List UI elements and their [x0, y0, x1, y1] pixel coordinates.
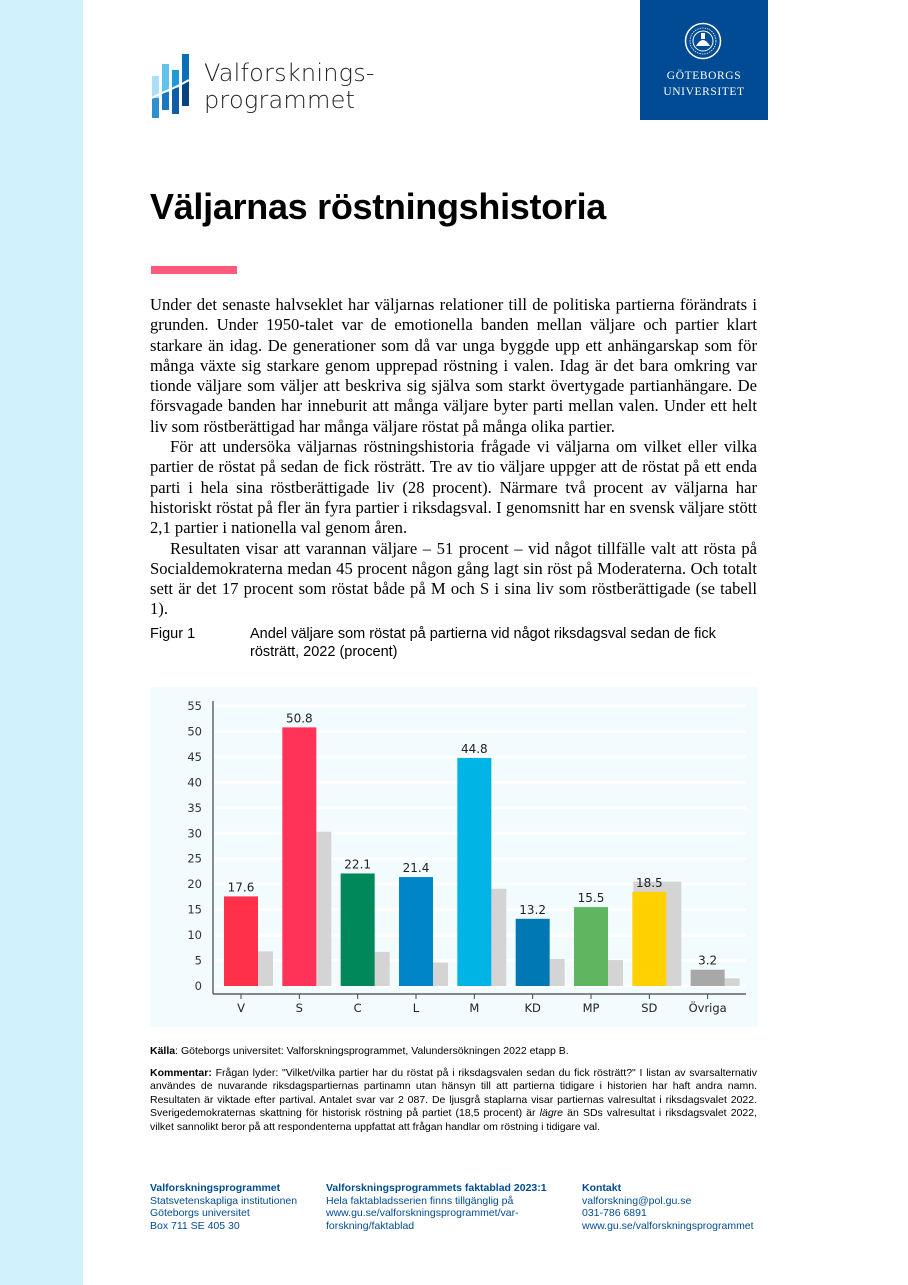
paragraph: För att undersöka väljarnas röstningshistoria frågade vi väljarna om vilket eller vilka partier de röstat på sedan de fick rösträtt. Tre av tio väljare uppger att de röstat på ett enda parti i hela sina röstberättigade liv (28 procent). Närmare två procent av väljarna har historiskt röstat på fler än fyra partier i riksdagsval. I genomsnitt har en svensk väljare stött 2,1 partier i nationella val genom åren. [150, 437, 757, 538]
data-label: 3.2 [698, 953, 718, 968]
y-tick-label: 20 [187, 877, 202, 892]
footer-column-factsheet [326, 1182, 547, 1232]
bar [632, 892, 666, 986]
x-tick-label: S [295, 1001, 303, 1015]
reference-bar [433, 963, 448, 986]
x-tick-label: M [469, 1001, 480, 1015]
data-label: 18.5 [635, 875, 663, 890]
bar [574, 907, 608, 986]
bar-chart [150, 687, 758, 1027]
comment-text-1: Frågan lyder: "Vilket/vilka partier har du röstat på i riksdagsvalen sedan du fick rösträtt?" I listan av svarsalternativ användes de nuvarande riksdagspartiernas partinamn utan hänsyn till att partierna tidigare i historien har haft andra namn. Resultaten är viktade efter partival. Antalet svar var 2 087. De ljusgrå staplarna visar partiernas valresultat i riksdagsvalet 2022. Sverigedemokraternas skattning för historisk röstning på partiet (18,5 procent) är [150, 1067, 757, 1120]
bar [399, 877, 433, 986]
footer-line: Hela faktabladsserien finns tillgänglig på [326, 1194, 514, 1207]
figure-number: Figur 1 [150, 626, 196, 642]
university-name-line-1: GÖTEBORGS [666, 70, 742, 82]
bar [282, 727, 316, 986]
y-tick-label: 50 [187, 724, 202, 739]
footer-link[interactable]: www.gu.se/valforskningsprogrammet/var- [326, 1207, 519, 1219]
y-tick-label: 5 [194, 953, 202, 968]
side-stripe [0, 0, 83, 1285]
x-tick-label: V [237, 1001, 245, 1015]
paragraph: Under det senaste halvseklet har väljarnas relationer till de politiska partierna förändrats i grunden. Under 1950-talet var de emotionella banden mellan väljare och partier klart starkare än idag. De generationer som då var unga byggde upp ett anhängarskap som för många växte sig starkare genom upprepad röstning i valen. Idag är det bara omkring var tionde väljare som väljer att beskriva sig själva som starkt övertygade partianhängare. De försvagade banden har inneburit att många väljare byter parti mellan valen. Under ett helt liv som röstberättigad har många väljare röstat på många olika partier. [150, 295, 757, 436]
reference-bar [608, 960, 623, 986]
paragraph: Resultaten visar att varannan väljare – 51 procent – vid något tillfälle valt att rösta på Socialdemokraterna medan 45 procent någon gång lagt sin röst på Moderaterna. Och totalt sett är det 17 procent som röstat både på M och S i sina liv som röstberättigade (se tabell 1). [150, 538, 757, 619]
y-tick-label: 45 [187, 749, 202, 764]
data-label: 21.4 [402, 861, 430, 876]
y-tick-label: 30 [187, 826, 202, 841]
x-tick-label: Övriga [688, 1001, 727, 1015]
footer-heading: Valforskningsprogrammet [150, 1182, 281, 1194]
data-label: 50.8 [285, 711, 313, 726]
source-text: : Göteborgs universitet: Valforskningsprogrammet, Valundersökningen 2022 etapp B. [175, 1045, 569, 1057]
y-tick-label: 25 [187, 851, 202, 866]
y-tick-label: 35 [187, 800, 202, 815]
bar [457, 758, 491, 986]
bar [691, 970, 725, 986]
reference-bar [725, 978, 740, 986]
data-label: 44.8 [460, 741, 488, 756]
reference-bar [491, 889, 506, 986]
footer-line: Göteborgs universitet [150, 1207, 250, 1219]
body-text [150, 295, 757, 620]
comment-label: Kommentar: [150, 1067, 212, 1079]
y-tick-label: 15 [187, 902, 202, 917]
footer-column-contact [582, 1182, 754, 1232]
y-tick-label: 55 [187, 699, 202, 713]
footer-link[interactable]: forskning/faktablad [326, 1219, 415, 1232]
y-tick-label: 40 [187, 775, 202, 790]
x-tick-label: KD [524, 1001, 541, 1015]
comment-emphasis: lägre [539, 1107, 564, 1120]
data-label: 15.5 [577, 891, 605, 906]
bar [341, 873, 375, 986]
footer-line: Box 711 SE 405 30 [150, 1219, 240, 1232]
x-tick-label: SD [641, 1001, 658, 1015]
x-tick-label: MP [582, 1001, 600, 1015]
data-label: 13.2 [519, 902, 547, 917]
reference-bar [258, 951, 273, 986]
title-accent-bar [151, 266, 237, 274]
figure-caption [150, 625, 770, 661]
logo-line-2: programmet [204, 86, 356, 114]
program-logo [152, 52, 375, 122]
university-seal-icon [684, 22, 722, 60]
university-logo [640, 0, 768, 120]
footer-heading: Kontakt [582, 1182, 622, 1194]
footer-line: Statsvetenskapliga institutionen [150, 1194, 298, 1207]
x-tick-label: C [353, 1001, 362, 1015]
reference-bar [316, 832, 331, 986]
data-label: 22.1 [344, 857, 372, 872]
bar [224, 896, 258, 986]
contact-email-link[interactable]: valforskning@pol.gu.se [582, 1194, 692, 1207]
bar [516, 919, 550, 986]
page-title: Väljarnas röstningshistoria [150, 186, 607, 227]
chart-panel [150, 687, 758, 1027]
contact-phone: 031-786 6891 [582, 1207, 647, 1219]
footer-column-program [150, 1182, 297, 1232]
reference-bar [375, 952, 390, 986]
bar-chart-logo-icon [152, 52, 190, 122]
y-tick-label: 0 [194, 979, 202, 993]
x-tick-label: L [412, 1001, 420, 1015]
reference-bar [550, 959, 565, 986]
logo-line-1: Valforsknings- [204, 59, 375, 87]
university-name-line-2: UNIVERSITET [663, 86, 745, 98]
data-label: 17.6 [227, 880, 255, 895]
comment-text-2: än SDs valresultat i riksdagsvalet 2022, vilket sannolikt beror på att respondenterna uppfattat att frågan handlar om röstning i tidigare val. [150, 1107, 757, 1133]
figure-title: Andel väljare som röstat på partierna vid något riksdagsval sedan de fick rösträtt, 2022 (procent) [250, 626, 716, 660]
contact-website-link[interactable]: www.gu.se/valforskningsprogrammet [582, 1219, 754, 1232]
comment-note [150, 1067, 757, 1134]
source-note [150, 1045, 757, 1059]
y-tick-label: 10 [187, 928, 202, 943]
footer-heading: Valforskningsprogrammets faktablad 2023:1 [326, 1182, 547, 1194]
source-label: Källa [150, 1045, 176, 1057]
